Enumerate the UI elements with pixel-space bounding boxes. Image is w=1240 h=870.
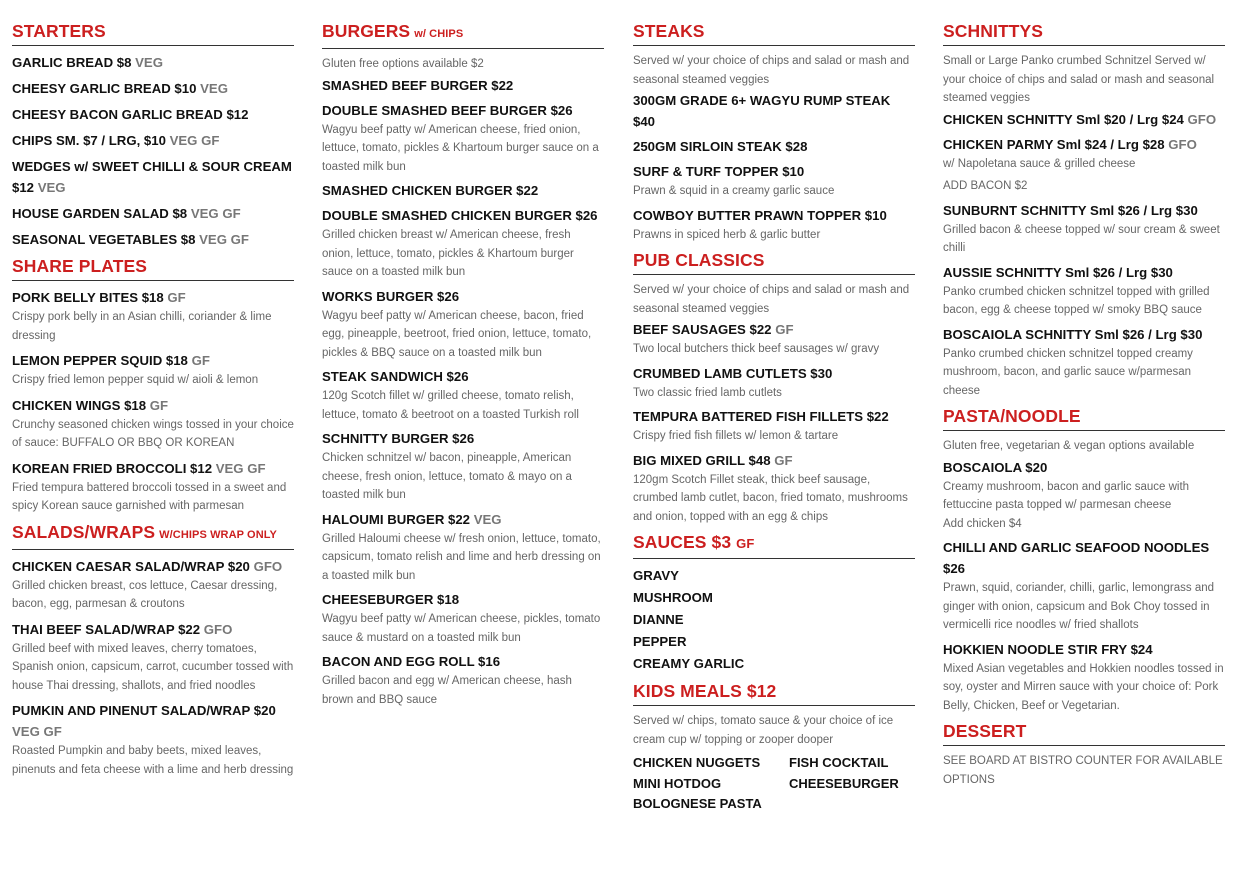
menu-item <box>943 134 1225 174</box>
item-name <box>322 428 604 449</box>
menu-item <box>633 205 915 245</box>
item-name <box>322 75 604 96</box>
section-heading <box>633 249 915 275</box>
item-description: Mixed Asian vegetables and Hokkien noodles tossed in soy, oyster and Mirren sauce with your choice of: Pork Belly, Chicken, Beef or Vegetarian. <box>943 662 1224 712</box>
item-name <box>943 109 1225 130</box>
menu-item <box>633 136 915 157</box>
item-description: Fried tempura battered broccoli tossed in a sweet and spicy Korean sauce garnished with parmesan <box>12 481 287 512</box>
item-description: Grilled Haloumi cheese w/ fresh onion, lettuce, tomato, capsicum, tomato relish and lime and herb dressing on a toasted milk bun <box>322 532 601 582</box>
section-title: SALADS/WRAPS <box>12 521 156 542</box>
section-heading <box>322 20 604 49</box>
diet-tags: GF <box>191 353 210 368</box>
item-name <box>943 639 1225 660</box>
section-subtitle: W/CHIPS WRAP ONLY <box>159 528 277 541</box>
diet-tags: VEG <box>200 81 228 96</box>
section-note: Served w/ chips, tomato sauce & your choice of ice cream cup w/ topping or zooper dooper <box>633 715 894 746</box>
menu-item <box>633 161 915 201</box>
diet-tags: VEG <box>135 55 163 70</box>
item-name <box>322 651 604 672</box>
item-title: LEMON PEPPER SQUID $18 <box>12 353 188 368</box>
menu-item <box>322 428 604 505</box>
item-name <box>943 262 1225 283</box>
item-name <box>322 366 604 387</box>
sauce-item: DIANNE <box>633 612 684 627</box>
kids-item: MINI HOTDOG <box>633 775 722 791</box>
item-title: TEMPURA BATTERED FISH FILLETS $22 <box>633 409 889 424</box>
item-title: COWBOY BUTTER PRAWN TOPPER $10 <box>633 207 887 223</box>
item-title: PORK BELLY BITES $18 <box>12 290 164 305</box>
menu-item <box>12 556 294 614</box>
diet-tags: VEG GF <box>12 724 62 739</box>
menu-section <box>633 249 915 526</box>
item-title: DOUBLE SMASHED CHICKEN BURGER $26 <box>322 208 598 223</box>
item-description: Crunchy seasoned chicken wings tossed in your choice of sauce: BUFFALO OR BBQ OR KOREAN <box>12 418 294 449</box>
item-description: Prawns in spiced herb & garlic butter <box>633 228 821 241</box>
diet-tags: VEG <box>473 511 502 527</box>
section-heading <box>12 20 294 46</box>
item-title: BEEF SAUSAGES $22 <box>633 322 772 337</box>
item-name <box>633 363 915 384</box>
section-diet-tag: GF <box>736 536 755 551</box>
item-description: Crispy fried fish fillets w/ lemon & tartare <box>633 430 839 442</box>
menu-item <box>633 363 915 403</box>
menu-item <box>12 619 294 696</box>
diet-tags: GFO <box>253 558 283 574</box>
item-addon: Add chicken $4 <box>943 517 1022 530</box>
diet-tags: VEG GF <box>215 460 266 476</box>
menu-item <box>943 177 1225 196</box>
item-title: CHIPS SM. $7 / LRG, $10 <box>12 133 166 148</box>
diet-tags: GF <box>149 397 169 413</box>
item-name <box>633 205 915 226</box>
kids-item: CHEESEBURGER <box>789 775 899 791</box>
menu-item <box>12 287 294 345</box>
section-heading <box>943 405 1225 431</box>
item-description: Prawn, squid, coriander, chilli, garlic, lemongrass and ginger with onion, capsicum and Bok Choy tossed in vermicelli rice noodles w/ fried shallots <box>943 582 1215 631</box>
menu-item <box>943 262 1225 320</box>
menu-item <box>322 205 604 282</box>
menu-item <box>12 700 294 779</box>
item-title: AUSSIE SCHNITTY Sml $26 / Lrg $30 <box>943 264 1173 280</box>
menu-item <box>12 130 294 151</box>
section-title: SCHNITTYS <box>943 21 1044 41</box>
item-title: SEASONAL VEGETABLES $8 <box>12 232 196 247</box>
menu-item <box>943 457 1225 534</box>
item-title: SURF & TURF TOPPER $10 <box>633 164 805 179</box>
item-name <box>633 406 915 427</box>
item-name <box>12 52 294 73</box>
item-name <box>322 509 604 530</box>
section-heading <box>12 521 294 550</box>
section-title: STEAKS <box>633 21 705 41</box>
item-description: Crispy fried lemon pepper squid w/ aioli & lemon <box>12 374 259 386</box>
item-name <box>633 90 915 132</box>
item-description: Prawn & squid in a creamy garlic sauce <box>633 185 835 197</box>
item-name <box>633 450 915 471</box>
item-title: KOREAN FRIED BROCCOLI $12 <box>12 460 213 476</box>
item-description: Grilled chicken breast, cos lettuce, Caesar dressing, bacon, egg, parmesan & croutons <box>12 579 278 610</box>
item-title: CHICKEN WINGS $18 <box>12 397 147 413</box>
item-name <box>12 619 294 640</box>
menu-item <box>633 90 915 132</box>
menu-item <box>943 537 1225 635</box>
item-description: Crispy pork belly in an Asian chilli, coriander & lime dressing <box>12 311 272 342</box>
item-name <box>633 161 915 182</box>
diet-tags: GFO <box>203 621 233 637</box>
item-title: SUNBURNT SCHNITTY Sml $26 / Lrg $30 <box>943 202 1198 218</box>
menu-section <box>943 405 1225 715</box>
item-title: CHEESEBURGER $18 <box>322 592 460 607</box>
item-description: Grilled bacon & cheese topped w/ sour cream & sweet chilli <box>943 223 1220 254</box>
kids-menu-grid <box>633 753 915 815</box>
item-title: BOSCAIOLA SCHNITTY Sml $26 / Lrg $30 <box>943 326 1203 342</box>
menu-item <box>322 100 604 177</box>
section-heading <box>12 255 294 281</box>
menu-item <box>12 229 294 250</box>
section-title: SAUCES $3 <box>633 532 732 552</box>
section-title: SHARE PLATES <box>12 256 148 276</box>
section-heading <box>943 720 1225 746</box>
menu-item <box>943 324 1225 401</box>
section-note: Gluten free, vegetarian & vegan options available <box>943 440 1195 452</box>
item-title: HOKKIEN NOODLE STIR FRY $24 <box>943 641 1153 657</box>
section-heading <box>633 20 915 46</box>
menu-section <box>322 20 604 709</box>
item-name <box>322 100 604 121</box>
menu-section <box>12 521 294 780</box>
item-title: CHICKEN PARMY Sml $24 / Lrg $28 <box>943 136 1165 152</box>
item-title: STEAK SANDWICH $26 <box>322 369 469 384</box>
diet-tags: GF <box>774 452 793 468</box>
item-description: w/ Napoletana sauce & grilled cheese <box>943 157 1136 170</box>
item-description: Two local butchers thick beef sausages w/ gravy <box>633 343 880 355</box>
diet-tags: VEG GF <box>199 232 249 247</box>
section-title: BURGERS <box>322 21 411 41</box>
diet-tags: VEG <box>37 180 66 195</box>
menu-item <box>12 350 294 390</box>
item-name <box>943 324 1225 345</box>
item-description: Grilled bacon and egg w/ American cheese, hash brown and BBQ sauce <box>322 675 572 706</box>
item-title: PUMKIN AND PINENUT SALAD/WRAP $20 <box>12 703 276 718</box>
menu-item <box>633 406 915 446</box>
item-name <box>12 350 294 371</box>
item-description: Wagyu beef patty w/ American cheese, bacon, fried egg, pineapple, beetroot, fried onion, lettuce, tomato, pickles & BBQ sauce on a toasted milk bun <box>322 309 592 359</box>
item-name <box>12 556 294 577</box>
menu-item <box>633 319 915 359</box>
item-name <box>12 78 294 99</box>
item-title: HOUSE GARDEN SALAD $8 <box>12 206 188 221</box>
item-title: CHILLI AND GARLIC SEAFOOD NOODLES $26 <box>943 540 1210 576</box>
section-note: Served w/ your choice of chips and salad or mash and seasonal steamed veggies <box>633 284 910 315</box>
item-name <box>943 537 1225 579</box>
menu-item <box>322 509 604 586</box>
item-name <box>943 457 1225 478</box>
menu-column-1 <box>12 20 294 784</box>
item-description: Grilled chicken breast w/ American cheese, fresh onion, lettuce, tomato, pickles & Khartoum burger sauce on a toasted milk bun <box>322 229 574 278</box>
item-name <box>943 200 1225 221</box>
item-title: DOUBLE SMASHED BEEF BURGER $26 <box>322 102 573 118</box>
menu-item <box>12 156 294 198</box>
section-title: STARTERS <box>12 21 106 41</box>
menu-column-4 <box>943 20 1225 793</box>
item-description: Roasted Pumpkin and baby beets, mixed leaves, pinenuts and feta cheese with a lime and herb dressing <box>12 745 294 776</box>
item-title: CRUMBED LAMB CUTLETS $30 <box>633 365 833 381</box>
menu-section <box>12 255 294 516</box>
item-name <box>322 589 604 610</box>
kids-item: BOLOGNESE PASTA <box>633 796 762 811</box>
item-name <box>12 203 294 224</box>
diet-tags: GF <box>167 290 186 305</box>
item-name <box>12 700 294 742</box>
menu-item <box>322 651 604 709</box>
item-description: Chicken schnitzel w/ bacon, pineapple, American cheese, fresh onion, lettuce, tomato & mayo on a toasted milk bun <box>322 452 572 501</box>
section-heading <box>633 680 915 706</box>
item-description: Panko crumbed chicken schnitzel topped with grilled bacon, egg & cheese topped w/ smoky BBQ sauce <box>943 285 1210 316</box>
item-title: BIG MIXED GRILL $48 <box>633 452 771 468</box>
item-title: CHEESY GARLIC BREAD $10 <box>12 81 197 96</box>
menu-section <box>633 20 915 244</box>
item-name <box>12 287 294 308</box>
section-note: Served w/ your choice of chips and salad or mash and seasonal steamed veggies <box>633 55 910 86</box>
menu-section <box>12 20 294 250</box>
menu-section <box>633 680 915 815</box>
item-description: Grilled beef with mixed leaves, cherry tomatoes, Spanish onion, capsicum, carrot, cucumber tossed with house Thai dressing, shallots, and fried noodles <box>12 642 294 692</box>
item-name <box>322 180 604 201</box>
item-description: Panko crumbed chicken schnitzel topped creamy mushroom, bacon, and garlic sauce w/parmesan cheese <box>943 347 1193 397</box>
item-title: 250GM SIRLOIN STEAK $28 <box>633 139 808 154</box>
section-heading <box>943 20 1225 46</box>
item-name <box>633 136 915 157</box>
item-name <box>12 156 294 198</box>
section-title: DESSERT <box>943 721 1027 741</box>
item-name <box>12 130 294 151</box>
menu-item <box>322 589 604 647</box>
sauce-item: GRAVY <box>633 568 679 583</box>
item-name <box>633 319 915 340</box>
diet-tags: GFO <box>1168 136 1197 152</box>
kids-item: CHICKEN NUGGETS <box>633 755 761 770</box>
item-title: BACON AND EGG ROLL $16 <box>322 654 501 669</box>
menu-section <box>943 20 1225 400</box>
item-title: WEDGES w/ SWEET CHILLI & SOUR CREAM $12 <box>12 159 292 195</box>
diet-tags: GF <box>775 322 794 337</box>
item-title: BOSCAIOLA $20 <box>943 459 1048 475</box>
section-title: KIDS MEALS $12 <box>633 681 777 701</box>
item-description: 120g Scotch fillet w/ grilled cheese, tomato relish, lettuce, tomato & beetroot on a toasted Turkish roll <box>322 390 579 421</box>
item-title: WORKS BURGER $26 <box>322 288 460 304</box>
diet-tags: VEG GF <box>190 206 241 221</box>
sauce-item: MUSHROOM <box>633 590 713 605</box>
menu-item <box>12 458 294 516</box>
item-name <box>322 286 604 307</box>
section-note: Gluten free options available $2 <box>322 58 484 70</box>
section-note: Small or Large Panko crumbed Schnitzel Served w/ your choice of chips and salad or mash and seasonal steamed veggies <box>943 55 1215 104</box>
menu-item <box>633 450 915 527</box>
menu-item <box>943 752 1225 789</box>
item-description: SEE BOARD AT BISTRO COUNTER FOR AVAILABLE OPTIONS <box>943 755 1223 786</box>
section-heading <box>633 531 915 559</box>
item-name <box>943 134 1225 155</box>
menu-column-2 <box>322 20 604 713</box>
item-name <box>12 104 294 125</box>
item-title: CHEESY BACON GARLIC BREAD $12 <box>12 107 249 122</box>
item-description: Creamy mushroom, bacon and garlic sauce with fettuccine pasta topped w/ parmesan cheese <box>943 480 1190 511</box>
item-description: ADD BACON $2 <box>943 180 1028 192</box>
menu-item <box>943 639 1225 716</box>
menu-item <box>322 75 604 96</box>
item-description: 120gm Scotch Fillet steak, thick beef sausage, crumbed lamb cutlet, bacon, fried tomato, mushrooms and onion, topped with an egg & chips <box>633 473 908 523</box>
item-title: SMASHED CHICKEN BURGER $22 <box>322 183 539 198</box>
menu-item <box>943 109 1225 130</box>
item-title: SMASHED BEEF BURGER $22 <box>322 77 514 93</box>
item-name <box>12 395 294 416</box>
menu-item <box>12 104 294 125</box>
menu-section <box>633 531 915 675</box>
section-subtitle: w/ CHIPS <box>414 28 464 40</box>
sauce-item: PEPPER <box>633 634 687 649</box>
section-title: PUB CLASSICS <box>633 250 765 270</box>
item-description: Two classic fried lamb cutlets <box>633 386 782 399</box>
item-title: GARLIC BREAD $8 <box>12 55 132 70</box>
menu-item <box>322 180 604 201</box>
diet-tags: GFO <box>1187 111 1217 127</box>
menu-item <box>943 200 1225 258</box>
diet-tags: VEG GF <box>169 133 220 148</box>
item-name <box>322 205 604 226</box>
menu-item <box>12 395 294 453</box>
item-description: Wagyu beef patty w/ American cheese, pickles, tomato sauce & mustard on a toasted milk bun <box>322 613 601 644</box>
kids-item: FISH COCKTAIL <box>789 755 889 770</box>
item-title: SCHNITTY BURGER $26 <box>322 431 475 446</box>
sauce-item: CREAMY GARLIC <box>633 656 745 671</box>
menu-section <box>943 720 1225 789</box>
item-name <box>12 458 294 479</box>
item-title: THAI BEEF SALAD/WRAP $22 <box>12 621 201 637</box>
item-description: Wagyu beef patty w/ American cheese, fried onion, lettuce, tomato, pickles & Khartoum burger sauce on a toasted milk bun <box>322 123 599 173</box>
menu-column-3 <box>633 20 915 815</box>
item-title: CHICKEN CAESAR SALAD/WRAP $20 <box>12 558 250 574</box>
menu-item <box>322 366 604 424</box>
menu-item <box>12 203 294 224</box>
item-title: CHICKEN SCHNITTY Sml $20 / Lrg $24 <box>943 111 1184 127</box>
menu-item <box>12 52 294 73</box>
item-title: 300GM GRADE 6+ WAGYU RUMP STEAK $40 <box>633 93 891 129</box>
item-title: HALOUMI BURGER $22 <box>322 511 471 527</box>
menu-item <box>12 78 294 99</box>
item-name <box>12 229 294 250</box>
menu-item <box>322 286 604 363</box>
section-title: PASTA/NOODLE <box>943 406 1081 426</box>
